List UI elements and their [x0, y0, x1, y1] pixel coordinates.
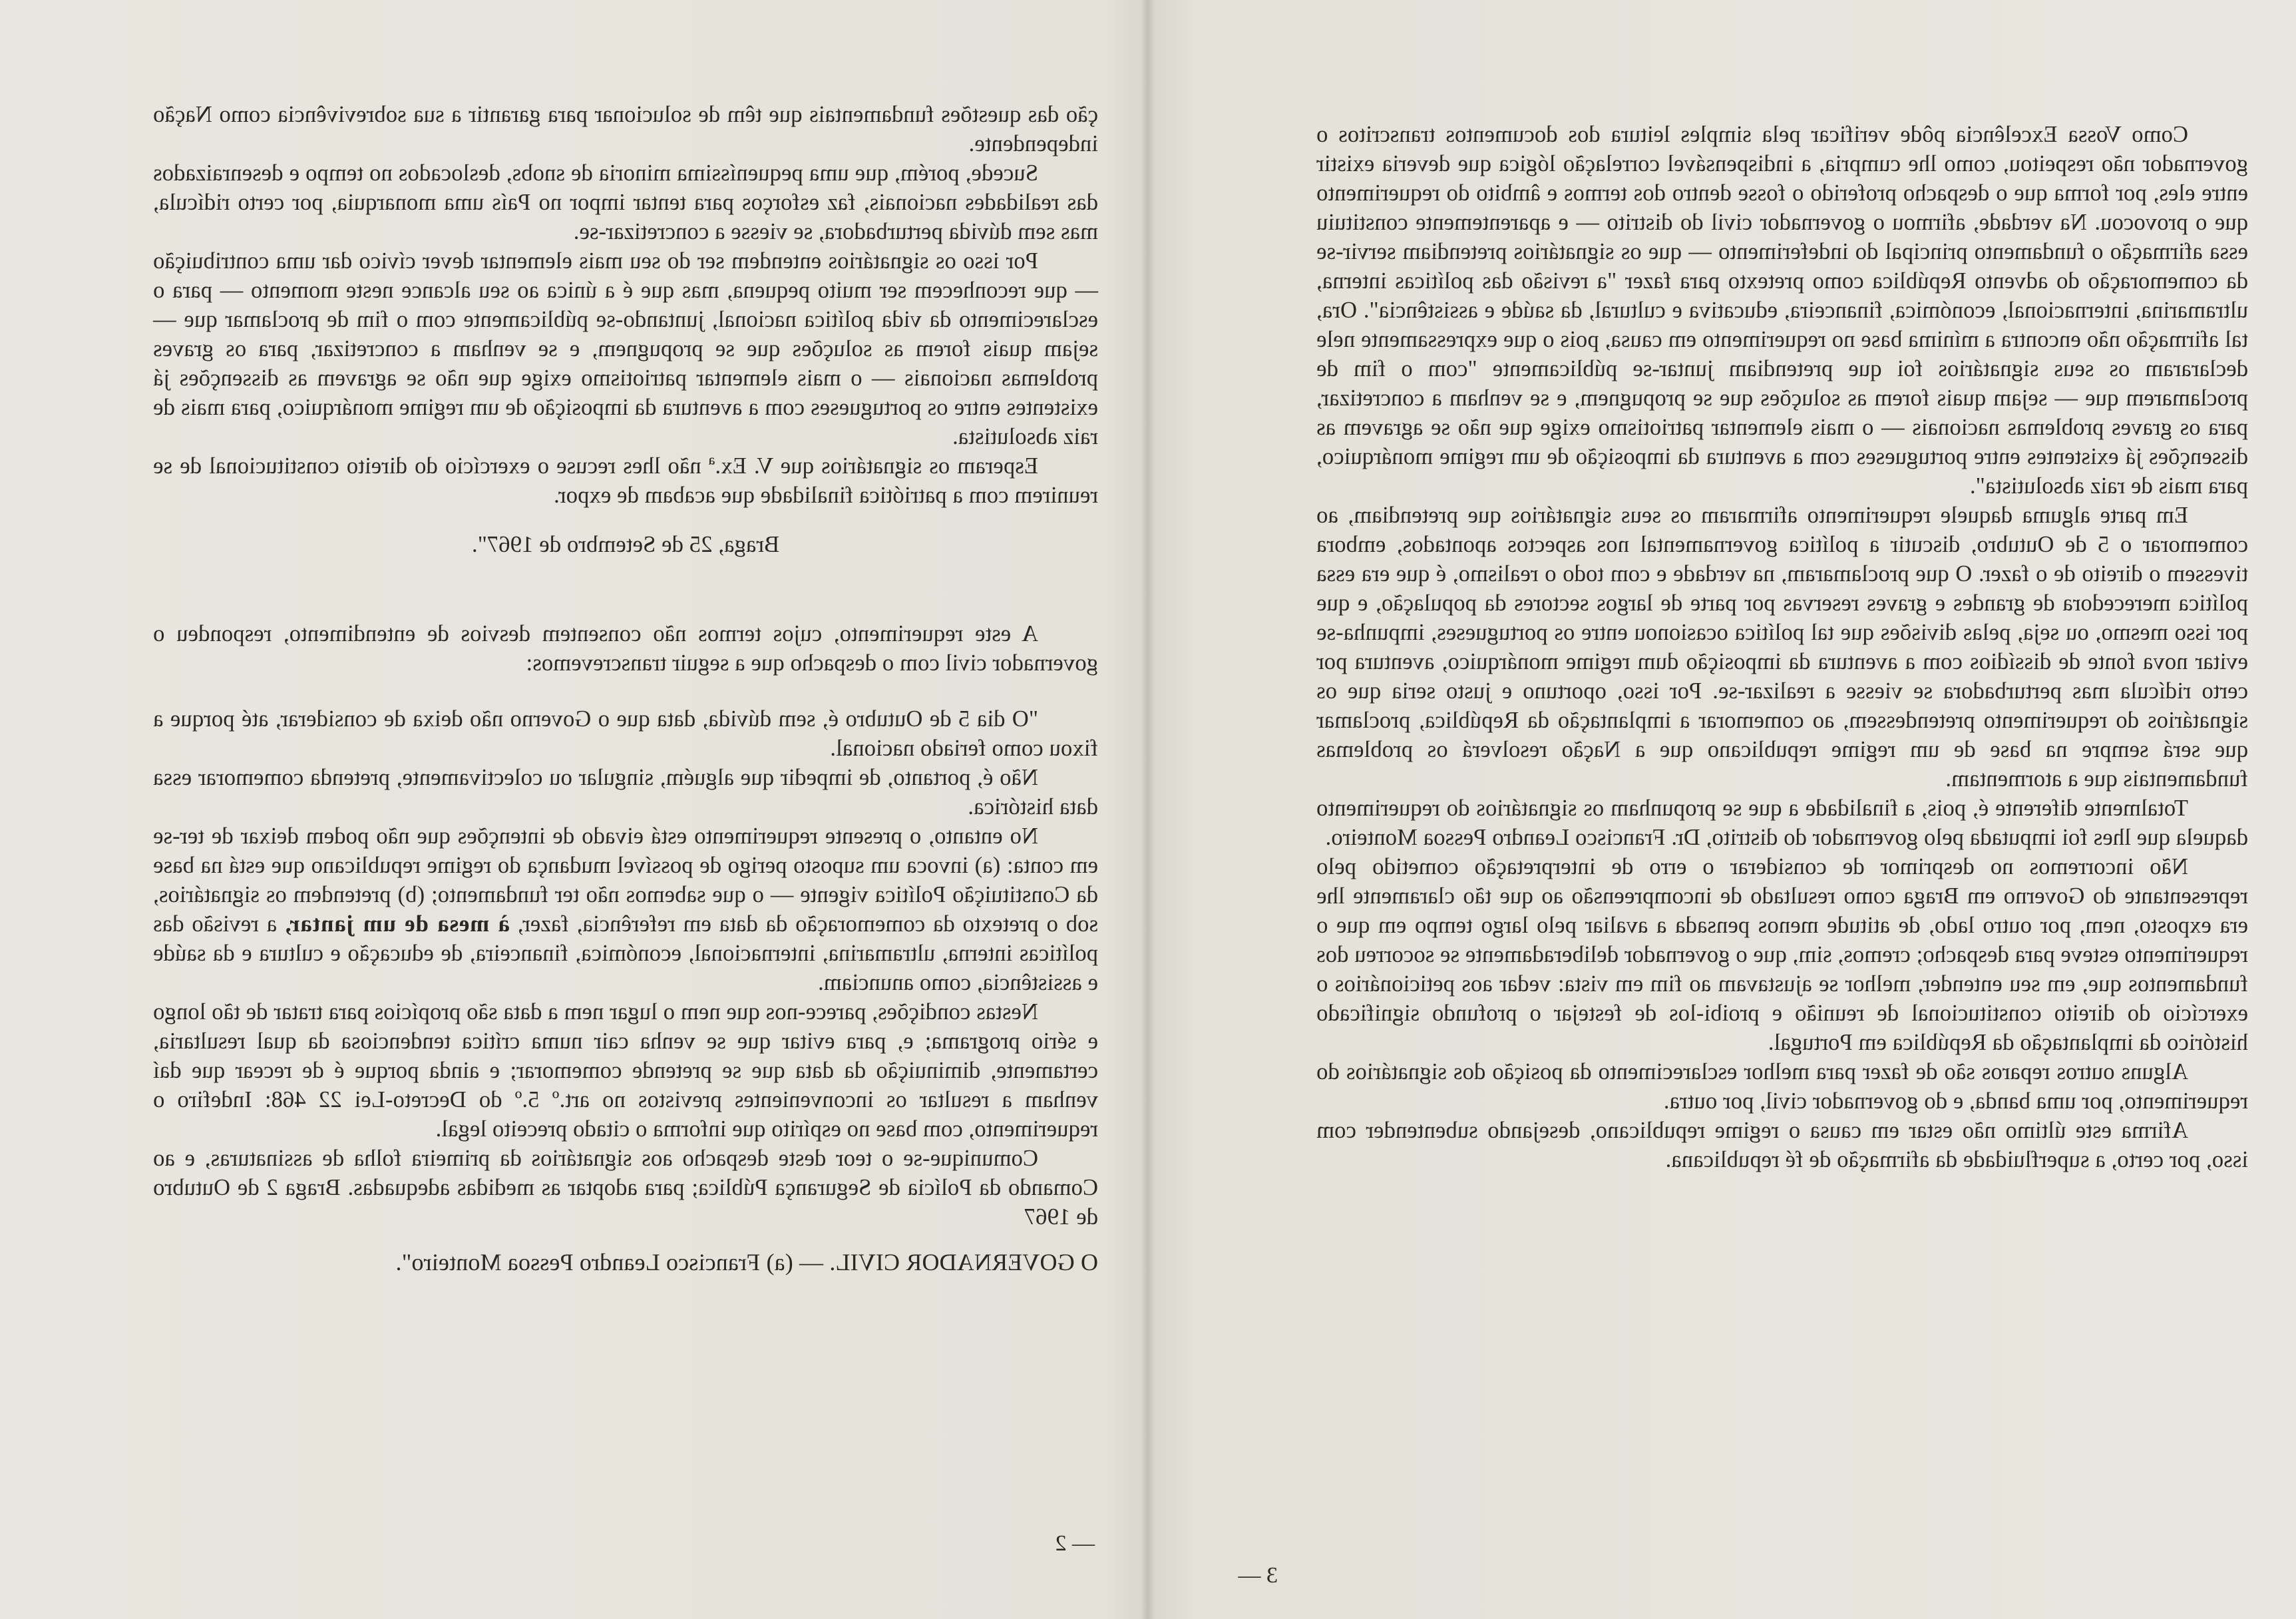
paragraph: "O dia 5 de Outubro é, sem dúvida, data que o Governo não deixa de considerar, até porque a fixou como feriado nacional.: [153, 706, 1098, 761]
left-page-text: [1316, 120, 2248, 1174]
paragraph: [153, 821, 1098, 997]
page-number: — 2: [1055, 1531, 1095, 1556]
paragraph: Como Vossa Excelência pôde verificar pela simples leitura dos documentos transcritos o governador não respeitou, como lhe cumpria, a indispensável correlação lógica que deveria existir entre eles, por forma que o despacho proferido o fosse dentro dos termos e âmbito do requerimento que o provocou. Na verdade, afirmou o governador civil do distrito — e aparentemente constituiu essa afirmação o fundamento principal do indeferimento — que os signatários pretendiam servir-se da comemoração do advento República como pretexto para fazer "a revisão das políticas interna, ultramarina, internacional, económica, financeira, educativa e cultural, da saúde e assistência". Ora, tal afirmação não encontra a mínima base no requerimento em causa, pois o que expressamente nele declararam os seus signatários foi que pretendiam juntar-se públicamente "com o fim de proclamarem que — sejam quais forem as soluções que se propugnem, e se venham a concretizar, para os graves problemas nacionais — o mais elementar patriotismo exige que não se agravem as dissenções já existentes entre portugueses com a aventura da imposição de um regime monárquico, para mais de raiz absolutista".: [1316, 122, 2248, 499]
page-number: 3 —: [1238, 1563, 1278, 1588]
paragraph: ção das questões fundamentais que têm de solucionar para garantir a sua sobrevivência como Nação independente.: [153, 102, 1098, 156]
closing-signature: O GOVERNADOR CIVIL. — (a) Francisco Leandro Pessoa Monteiro".: [395, 1249, 1098, 1275]
paragraph: Em parte alguma daquele requerimento afirmaram os seus signatários que pretendiam, ao comemorar o 5 de Outubro, discutir a política governamental nos aspectos apontados, embora tivessem o direito de o fazer. O que proclamaram, na verdade e com todo o realismo, é que era essa política merecedora de grandes e graves reservas por parte de largos sectores da população, e que por isso mesmo, ou seja, pelas divisões que tal política ocasionou entre os portugueses, impunha-se evitar nova fonte de dissídios com a aventura da imposição dum regime monárquico, aventura por certo ridícula mas perturbadora se viesse a realizar-se. Por isso, oportuno e justo seria que os signatários do requerimento pretendessem, ao comemorar a implantação da República, proclamar que será sempre na base de um regime republicano que a Nação resolverá os problemas fundamentais que a atormentam.: [1316, 503, 2248, 792]
paragraph-text: No entanto, o presente requerimento está eivado de intenções que não podem deixar de ter-se em conta: (a) invoca um suposto perigo de possível mudança do regime republicano que está na base da Constituição Política vigente — o que sabemos não ter fundamento; (b) pretendem os signatários, sob o pretexto da comemoração da data em referência, fazer,: [153, 823, 1098, 937]
paragraph-text: a revisão das políticas interna, ultramarina, internacional, económica, financeira, de educação e cultura e da saúde e assistência, como anunciam.: [153, 911, 1098, 995]
paragraph: Comunique-se o teor deste despacho aos signatários da primeira folha de assinaturas, e ao Comando da Polícia de Segurança Pública; para adoptar as medidas adequadas. Braga 2 de Outubro de 1967: [153, 1146, 1098, 1230]
paragraph: Esperam os signatários que V. Ex.ª não lhes recuse o exercício do direito constitucional de se reunirem com a patriótica finalidade que acabam de expor.: [153, 453, 1098, 508]
paragraph: A este requerimento, cujos termos não consentem desvios de entendimento, respondeu o governador civil com o despacho que a seguir transcrevemos:: [153, 621, 1098, 676]
paragraph: Sucede, porém, que uma pequeníssima minoria de snobs, deslocados no tempo e desenraizados das realidades nacionais, faz esforços para tentar impor no País uma monarquia, por certo ridícula, mas sem dúvida perturbadora, se viesse a concretizar-se.: [153, 160, 1098, 244]
left-page: [1148, 0, 2296, 1619]
paragraph: Não é, portanto, de impedir que alguém, singular ou colectivamente, pretenda comemorar essa data histórica.: [153, 765, 1098, 819]
right-page-text: [153, 100, 1098, 1277]
paragraph: Totalmente diferente é, pois, a finalidade a que se propunham os signatários do requerimento daquela que lhes foi imputada pelo governador do distrito, Dr. Francisco Leandro Pessoa Monteiro.: [1316, 796, 2248, 850]
paragraph: Nestas condições, parece-nos que nem o lugar nem a data são propícios para tratar de tão longo e sério programa; e, para evitar que se venha cair numa crítica tendenciosa da qual resultaria, certamente, diminuição da data que se pretende comemorar; e ainda porque é de recear que daí venham a resultar os inconvenientes previstos no art.º 5.º do Decreto-Lei 22 468: Indefiro o requerimento, com base no espírito que informa o citado preceito legal.: [153, 999, 1098, 1142]
dateline: Braga, 25 de Setembro de 1967".: [471, 532, 780, 557]
paragraph: Alguns outros reparos são de fazer para melhor esclarecimento da posição dos signatários do requerimento, por uma banda, e do governador civil, por outra.: [1316, 1059, 2248, 1114]
paragraph: Por isso os signatários entendem ser do seu mais elementar dever cívico dar uma contribuição — que reconhecem ser muito pequena, mas que é a única ao seu alcance neste momento — para o esclarecimento da vida política nacional, juntando-se públicamente com o fim de proclamar que — sejam quais forem as soluções que se propugnem, e se venham a concretizar, para os graves problemas nacionais — o mais elementar patriotismo exige que não se agravem as dissenções já existentes entre os portugueses com a aventura da imposição de um regime monárquico, para mais de raiz absolutista.: [153, 248, 1098, 449]
bold-phrase: à mesa de um jantar,: [284, 911, 510, 937]
paragraph: Não incorremos no desprimor de considerar o erro de interpretação cometido pelo representante do Governo em Braga como resultado de incompreensão ao que tão claramente lhe era exposto, nem, por outro lado, de atitude menos pensada a avaliar pelo largo tempo em que o requerimento esteve para despacho; cremos, sim, que o governador deliberadamente se socorreu dos fundamentos que, em seu entender, melhor se ajustavam ao fim em vista: vedar aos peticionários o exercício do direito constitucional de reunião e proibi-los de festejar o profundo significado histórico da implantação da República em Portugal.: [1316, 854, 2248, 1055]
paragraph: Afirma este último não estar em causa o regime republicano, desejando subentender com isso, por certo, a superfluidade da afirmação de fé republicana.: [1316, 1118, 2248, 1172]
